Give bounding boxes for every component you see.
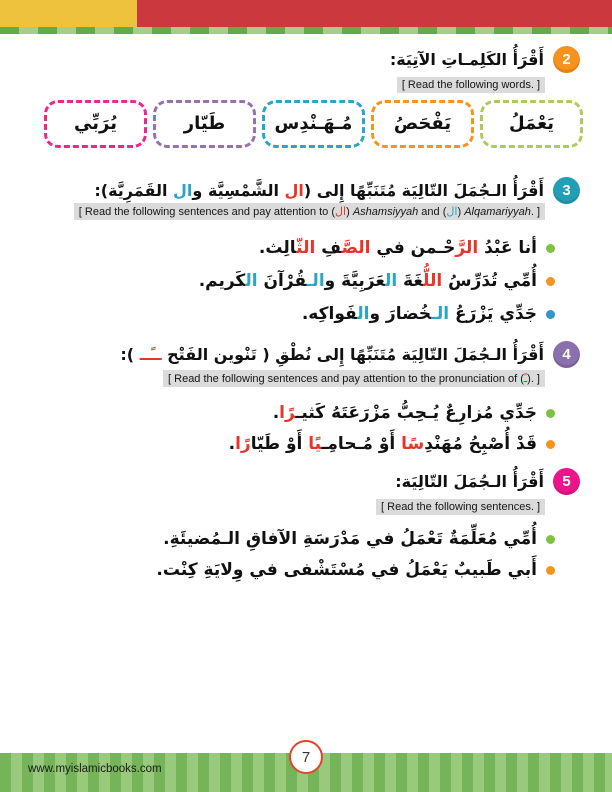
sentence-text: جَدِّي مُزارِعٌ يُـحِبُّ مَزْرَعَتَهُ كَثيـ‍‍رًا. [272, 402, 537, 423]
bullet-dot [546, 277, 555, 286]
exercise-4-sentence-2 [229, 429, 555, 459]
exercise-3-number-badge: 3 [553, 177, 580, 204]
bullet-dot [546, 440, 555, 449]
exercise-5-heading-text: أَقْرَأُ الـجُمَلَ التّالِيَة: [395, 472, 544, 491]
sentence-text: قَدْ أُصْبِحُ مُهَنْدِسًا أَوْ مُـحامِـ‍‍يًا أَوْ طَيّارًا. [228, 433, 537, 454]
sentence-text: أُمِّي تُدَرِّسُ اللُّ‍‍غَةَ ال‍‍عَرَبِيَّةَ والـ‍‍قُرْآنَ ال‍‍كَريم. [198, 270, 537, 291]
word-card-text: يُرَبِّي [74, 113, 117, 134]
website-url: www.myislamicbooks.com [28, 763, 162, 775]
page-number-circle [289, 740, 323, 774]
sentence-text: أنا عَبْدُ الرَّحْـمن في الصَّ‍‍فِ الثّ‍‍الِث. [258, 237, 537, 258]
exercise-3-sentence-2 [199, 266, 555, 296]
exercise-5-heading [395, 468, 580, 495]
header-yellow-block [0, 0, 137, 27]
header-dashed-strip [0, 27, 612, 34]
exercise-2-number-badge: 2 [553, 46, 580, 73]
page-number: 7 [301, 748, 311, 766]
bullet-dot [546, 535, 555, 544]
exercise-3-sentence-1 [259, 233, 555, 263]
exercise-3-caption: [ Read the following sentences and pay attention to (ال) Ashamsiyyah and (ال) Alqamariyyah. ] [74, 203, 545, 220]
word-card [262, 100, 365, 148]
word-cards-row [44, 100, 583, 148]
word-card-text: يَعْمَلُ [508, 113, 555, 134]
exercise-2-caption: [ Read the following words. ] [397, 77, 545, 93]
exercise-2-heading [390, 46, 580, 73]
exercise-2-heading-text: أَقْرَأُ الكَلِمـاتِ الآتِيَة: [389, 50, 544, 69]
exercise-3-heading-text: أَقْرَأُ الـجُمَلَ التّالِيَة مُتَنَبِّهًا إِلى (ال الشَّمْسِيَّة وال القَمَرِيَّة): [94, 181, 544, 200]
bullet-dot [546, 244, 555, 253]
word-card [153, 100, 256, 148]
exercise-4-caption: [ Read the following sentences and pay attention to the pronunciation of (ـً). ] [163, 370, 545, 387]
word-card [371, 100, 474, 148]
word-card-text: يَفْحَصُ [393, 113, 452, 134]
exercise-3-heading [94, 177, 580, 204]
exercise-3-sentence-3 [302, 299, 555, 329]
bullet-dot [546, 566, 555, 575]
word-card [44, 100, 147, 148]
exercise-4-sentence-1 [273, 398, 555, 428]
word-card-text: طَيّار [183, 113, 226, 134]
sentence-text: أَبي طَبيبٌ يَعْمَلُ في مُسْتَشْفى في وِلايَةِ كِنْت. [156, 559, 537, 580]
exercise-5-number-badge: 5 [553, 468, 580, 495]
exercise-4-heading [120, 341, 580, 368]
exercise-5-caption: [ Read the following sentences. ] [376, 499, 545, 515]
exercise-5-sentence-2 [156, 555, 555, 585]
sentence-text: أُمِّي مُعَلِّمَةٌ تَعْمَلُ في مَدْرَسَةِ الآفاقِ الـمُضيئَةِ. [163, 528, 537, 549]
sentence-text: جَدِّي يَزْرَعُ الـ‍‍خُضارَ وال‍‍فَواكِه. [301, 303, 537, 324]
word-card [480, 100, 583, 148]
bullet-dot [546, 409, 555, 418]
exercise-5-sentence-1 [163, 524, 555, 554]
header-red-bar [137, 0, 612, 27]
bullet-dot [546, 310, 555, 319]
exercise-4-number-badge: 4 [553, 341, 580, 368]
exercise-4-heading-text: أَقْرَأُ الـجُمَلَ التّالِيَة مُتَنَبِّهًا إِلى نُطْقِ ( تَنْوين الفَتْح ــًــ ): [120, 345, 544, 364]
word-card-text: مُـهَـنْدِس [274, 113, 353, 134]
